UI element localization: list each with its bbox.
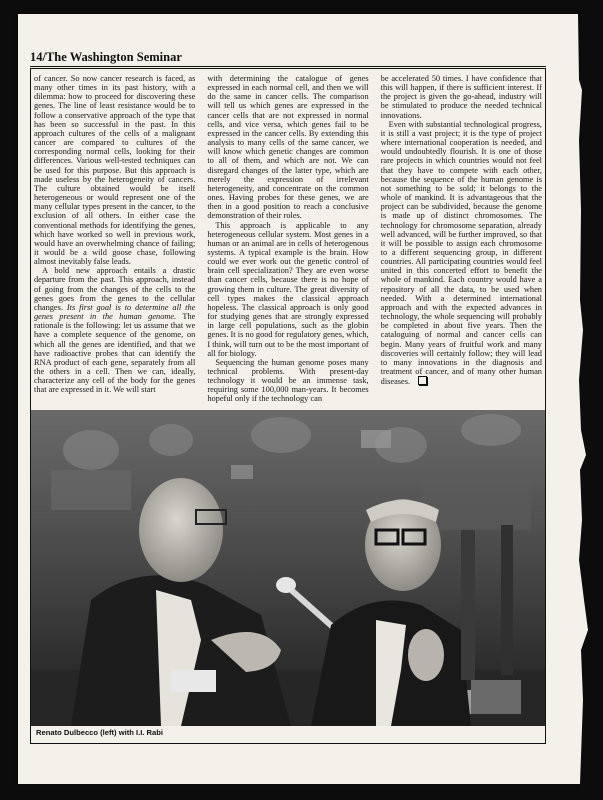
text-column-1 bbox=[34, 74, 195, 404]
paragraph bbox=[381, 120, 542, 387]
photo bbox=[31, 410, 545, 726]
paragraph bbox=[34, 266, 195, 394]
page-header: 14/The Washington Seminar bbox=[30, 50, 546, 67]
paragraph: with determining the catalogue of genes expressed in each normal cell, and then we will do the same in cancer cells. The comparison will tell us which genes are expressed in the cancer cells that are not expressed in normal cells, and vice versa, which genes fail to be expressed in the cancer cells. By extending this analysis to many cells of the same cancer, we will know which genetic changes are common to all of them, and which are not. We can disregard changes of the latter type, which are merely the expression of irrelevant heterogeneity, and concentrate on the common ones. Having probes for these genes, we are then in a good position to reach a conclusive demonstration of their roles. bbox=[207, 74, 369, 221]
photo-caption: Renato Dulbecco (left) with I.I. Rabi bbox=[36, 728, 163, 737]
text-column-2 bbox=[207, 74, 368, 404]
paragraph-text: A bold new approach entails a drastic departure from the past. This approach, instead of going from the changes of the cells to the genes goes from the genes to the cellular changes. bbox=[34, 266, 196, 312]
text-column-3 bbox=[381, 74, 542, 404]
paragraph: be accelerated 50 times. I have confidence that this will happen, if there is sufficient interest. If the project is given the go-ahead, industry will be stimulated to produce the needed technical innovations. bbox=[380, 74, 542, 120]
article-body bbox=[34, 74, 542, 404]
paragraph: This approach is applicable to any heterogeneous cellular system. Most genes in a human or an animal are in cells of heterogenous systems. A typical example is the brain. How could we ever work out the genetic control of brain cell specialization? They are even worse than cancer cells, because there is no hope of growing them in culture. The great diversity of cell types makes the classical approach hopeless. The classical approach is only good for studying genes that are strongly expressed in large cell populations, such as the globin genes. It is no good for regulatory genes, which, I think, will turn out to be the most important of all for biology. bbox=[207, 220, 369, 358]
emphasis-text: Its first goal is to determine all the genes present in the human genome. bbox=[34, 302, 196, 322]
paragraph: of cancer. So now cancer research is faced, as many other times in its past history, with a dilemma: how to proceed for discovering these genes. The line of least resistance would be to follow a conservative approach of the type that has been so successful in the past. In this approach cultures of the cells of a malignant cancer are compared to cultures of the corresponding normal cells, looking for their differences. Various well-tested techniques can be used for this purpose. But this approach is made useless by the heterogeneity of cancers. The culture obtained would be itself heterogeneous or would represent one of the many cellular types present in the cancer, to the exclusion of all others. In either case the conventional methods for identifying the genes, which have worked so well in previous work, would have an overwhelming chance of failing; it would be a wild goose chase, following almost inevitably false leads. bbox=[34, 74, 196, 267]
paragraph-text: The rationale is the following: let us assume that we have a complete sequence of the genome, on which all the genes are identified, and that we have radioactive probes that can identify the RNA product of each gene, separately from all the others in a cell. Then we can, ideally, characterize any cell of the body for the genes that are expressed in it. We will start bbox=[34, 312, 196, 395]
torn-edge bbox=[566, 0, 603, 800]
paragraph: Sequencing the human genome poses many technical problems. With present-day technology it would be an immense task, requiring some 100,000 man-years. It becomes hopeful only if the technology can bbox=[207, 357, 369, 404]
paragraph-text: Even with substantial technological progress, it is still a vast project; it is the type of project where international cooperation is needed, and would undoubtedly flourish. It is one of those rare projects in which countries would not feel that they have to compete with each other, because the sequence of the human genome is not something to be sold; it belongs to the whole of mankind. It is advantageous that the project can be subdivided, because the genome is made up of distinct chromosomes. The technology for chromosome separation, already well advanced, will be further improved, so that it will be possible to assign each chromosome to a different sequencing group, in different countries. All participating countries would feel united in this concerted effort to benefit the whole of mankind. Each country would have a repository of all the data, to be used when needed. With a determined international approach and with the expected advances in technology, the whole sequencing will probably be completed in about five years. Then the cataloguing of normal and cancer cells can begin. Many years of fruitful work and many discoveries will certainly follow; they will lead to many innovations in the diagnosis and treatment of cancer, and of many other human diseases. bbox=[380, 119, 542, 387]
end-of-article-mark bbox=[418, 376, 427, 385]
